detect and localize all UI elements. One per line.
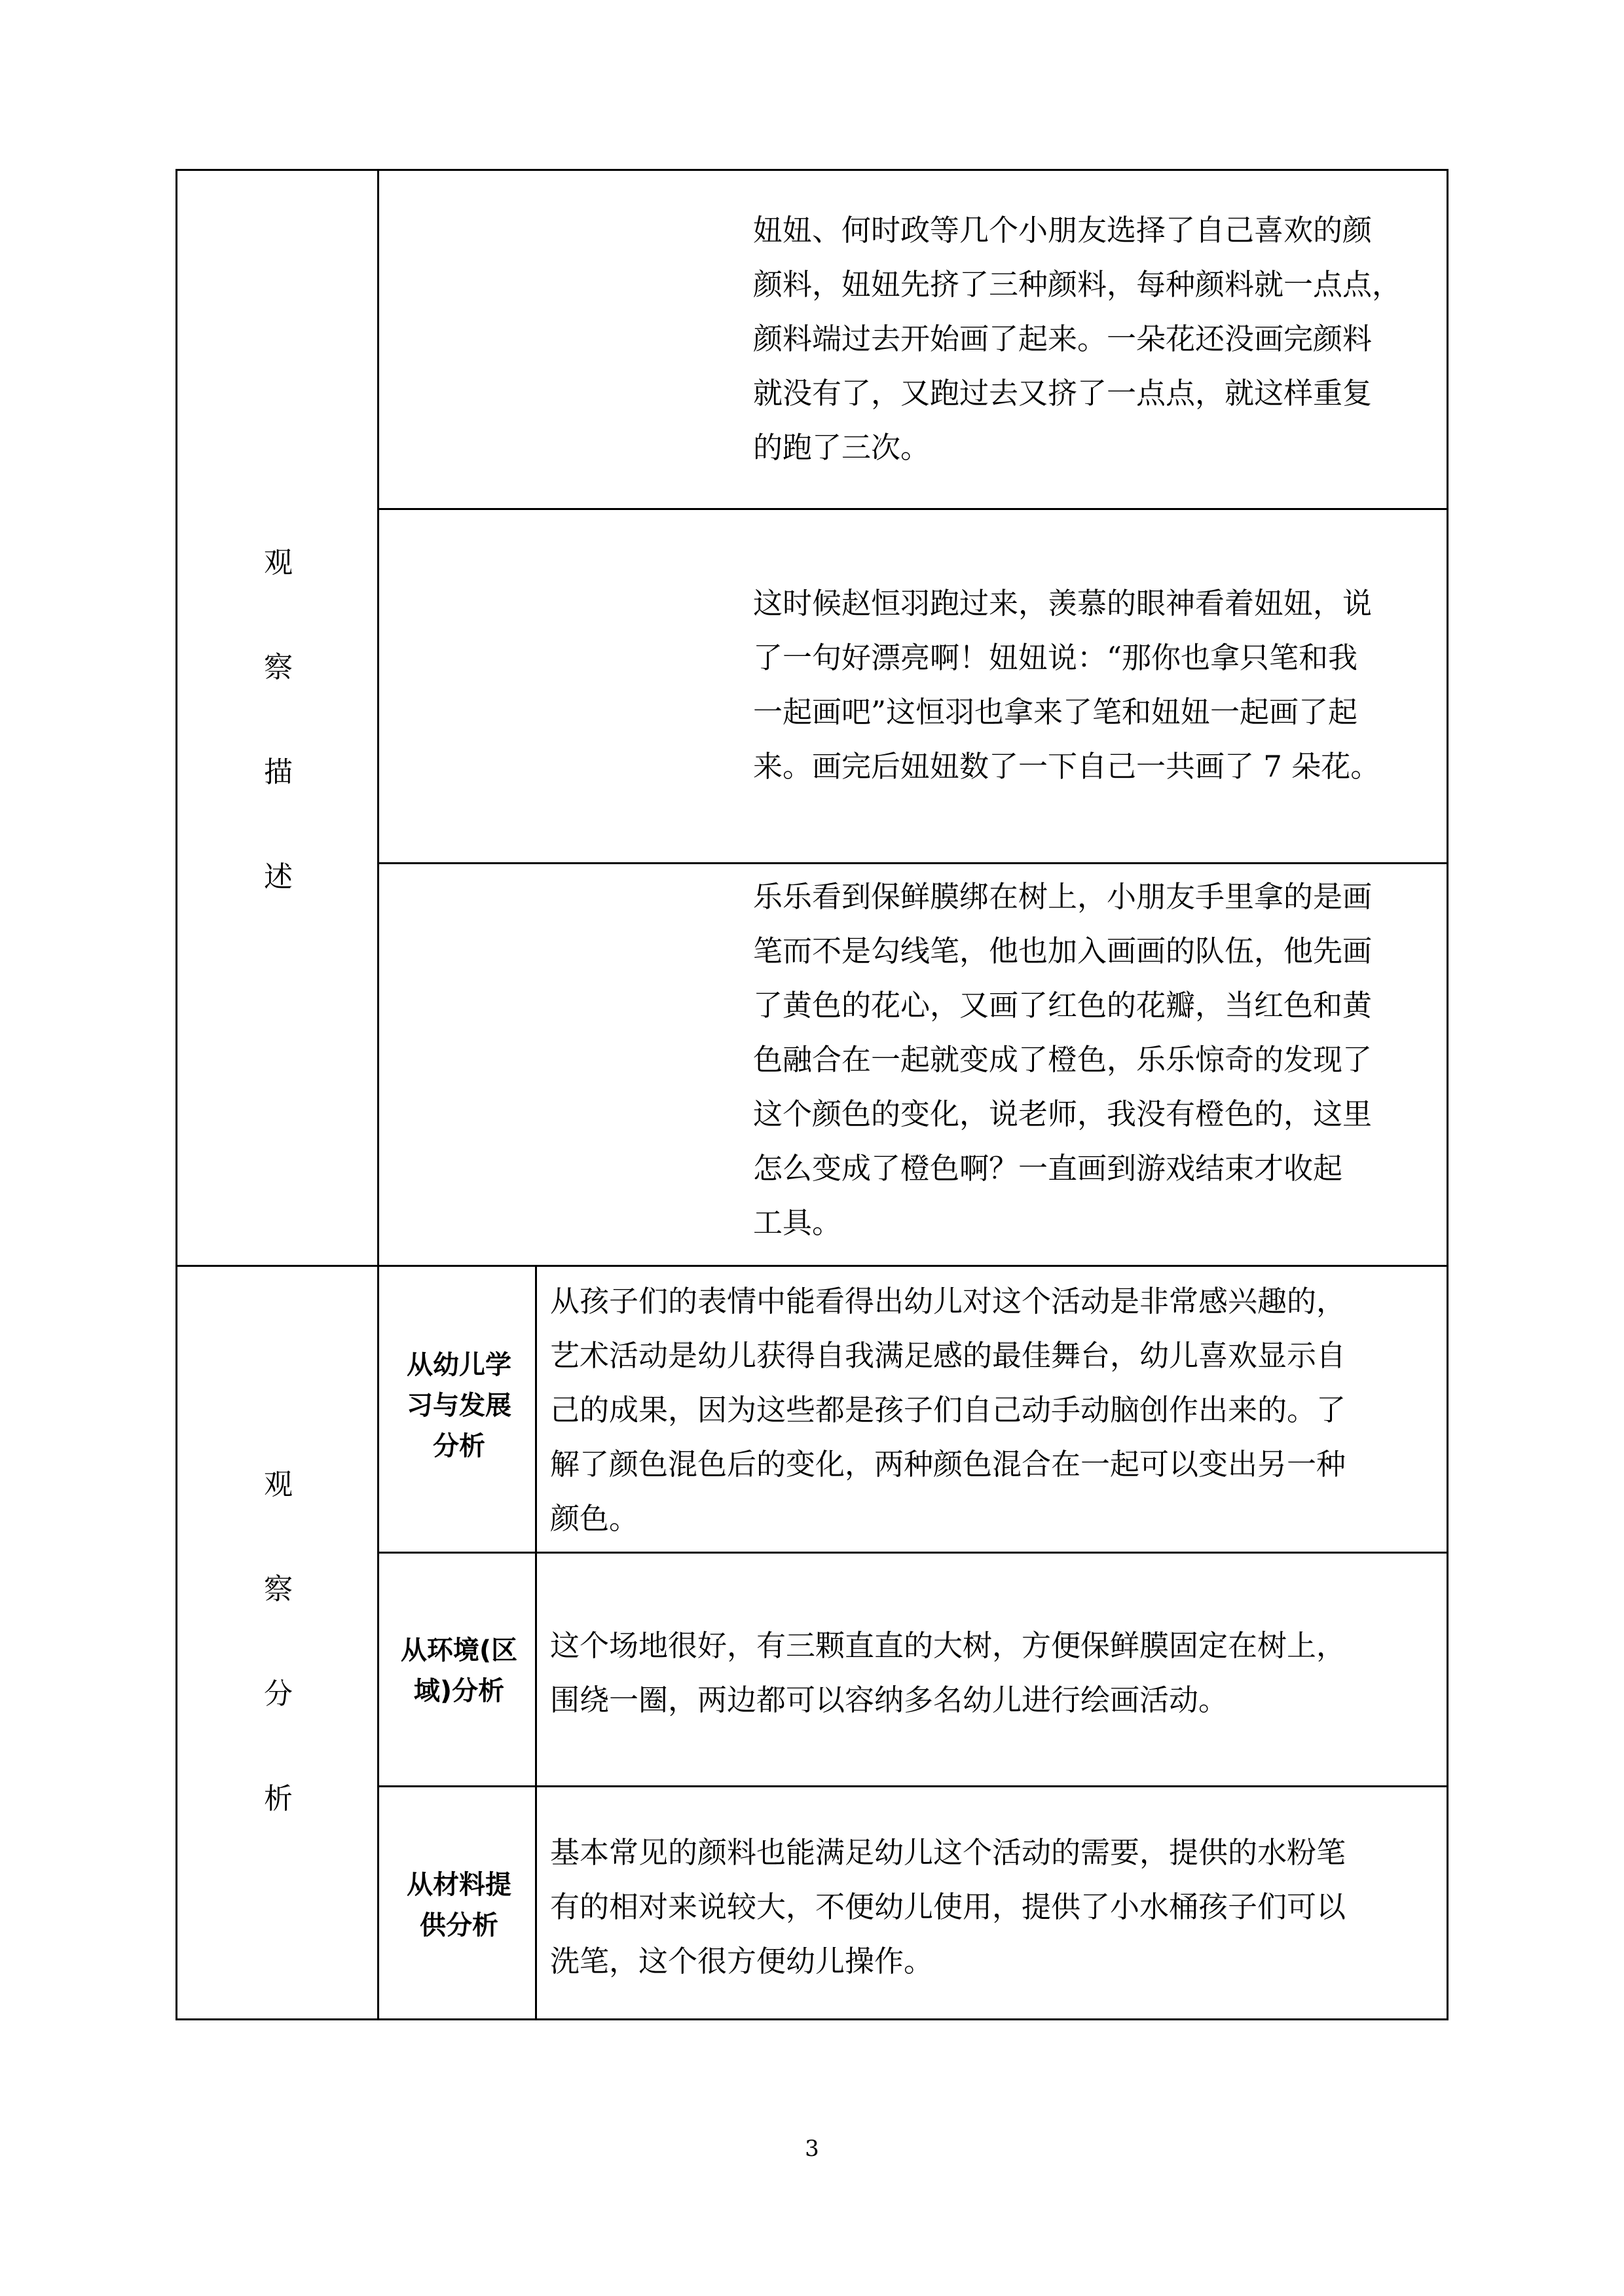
- sublabel-line: 分析: [433, 1431, 485, 1461]
- text-line: 来。画完后妞妞数了一下自己一共画了 7 朵花。: [753, 749, 1380, 784]
- table-top-border: [175, 169, 1449, 171]
- label-char: 析: [264, 1782, 293, 1815]
- text-line: 围绕一圈，两边都可以容纳多名幼儿进行绘画活动。: [550, 1683, 1228, 1717]
- analysis-row-divider-1: [377, 1552, 1449, 1554]
- label-char: 观: [264, 546, 293, 579]
- description-row-2-text: [753, 576, 1447, 793]
- label-char: 分: [264, 1677, 293, 1711]
- label-char: 述: [264, 860, 293, 894]
- analysis-row-1-text: [550, 1274, 1447, 1546]
- sublabel-line: 从幼儿学: [407, 1350, 511, 1380]
- analysis-sublabel-environment: [383, 1630, 535, 1711]
- sublabel-line: 域)分析: [413, 1676, 505, 1706]
- sublabel-column-divider: [535, 1265, 537, 2020]
- sublabel-line: 从环境(区: [400, 1635, 518, 1666]
- text-line: 颜色。: [550, 1501, 639, 1536]
- sublabel-line: 供分析: [420, 1910, 498, 1941]
- text-line: 了一句好漂亮啊！妞妞说：“那你也拿只笔和我: [753, 640, 1358, 675]
- description-row-divider-2: [377, 862, 1449, 864]
- page-number: 3: [805, 2136, 819, 2162]
- analysis-row-3-text: [550, 1825, 1447, 1988]
- analysis-row-divider-2: [377, 1785, 1449, 1787]
- text-line: 就没有了，又跑过去又挤了一点点，就这样重复: [753, 376, 1373, 410]
- text-line: 工具。: [753, 1205, 842, 1240]
- label-char: 观: [264, 1468, 293, 1501]
- text-line: 颜料，妞妞先挤了三种颜料，每种颜料就一点点，: [753, 267, 1402, 302]
- text-line: 从孩子们的表情中能看得出幼儿对这个活动是非常感兴趣的，: [550, 1284, 1346, 1319]
- text-line: 颜料端过去开始画了起来。一朵花还没画完颜料: [753, 321, 1373, 356]
- description-row-1-text: [753, 203, 1447, 475]
- text-line: 了黄色的花心，又画了红色的花瓣，当红色和黄: [753, 988, 1373, 1023]
- sublabel-line: 从材料提: [407, 1870, 511, 1900]
- text-line: 有的相对来说较大，不便幼儿使用，提供了小水桶孩子们可以: [550, 1889, 1346, 1924]
- observation-analysis-label: [177, 1432, 380, 1851]
- text-line: 解了颜色混色后的变化，两种颜色混合在一起可以变出另一种: [550, 1447, 1346, 1482]
- table-bottom-border: [175, 2018, 1449, 2020]
- text-line: 己的成果，因为这些都是孩子们自己动手动脑创作出来的。了: [550, 1393, 1346, 1427]
- text-line: 这个颜色的变化，说老师，我没有橙色的，这里: [753, 1097, 1373, 1131]
- text-line: 这个场地很好，有三颗直直的大树，方便保鲜膜固定在树上，: [550, 1628, 1346, 1663]
- sublabel-line: 习与发展: [407, 1391, 511, 1421]
- analysis-sublabel-development: [383, 1345, 535, 1467]
- text-line: 艺术活动是幼儿获得自我满足感的最佳舞台，幼儿喜欢显示自: [550, 1338, 1346, 1373]
- text-line: 怎么变成了橙色啊？一直画到游戏结束才收起: [753, 1151, 1343, 1186]
- text-line: 乐乐看到保鲜膜绑在树上，小朋友手里拿的是画: [753, 879, 1373, 914]
- analysis-row-2-text: [550, 1618, 1447, 1727]
- observation-description-label: [177, 511, 380, 930]
- text-line: 基本常见的颜料也能满足幼儿这个活动的需要，提供的水粉笔: [550, 1835, 1346, 1870]
- text-line: 的跑了三次。: [753, 430, 931, 465]
- description-row-3-text: [753, 869, 1447, 1250]
- text-line: 这时候赵恒羽跑过来，羡慕的眼神看着妞妞，说: [753, 586, 1373, 621]
- text-line: 笔而不是勾线笔，他也加入画画的队伍，他先画: [753, 934, 1373, 968]
- text-line: 一起画吧”这恒羽也拿来了笔和妞妞一起画了起: [753, 695, 1358, 729]
- text-line: 妞妞、何时政等几个小朋友选择了自己喜欢的颜: [753, 213, 1373, 247]
- text-line: 色融合在一起就变成了橙色，乐乐惊奇的发现了: [753, 1042, 1373, 1077]
- label-char: 描: [264, 756, 293, 789]
- label-char: 察: [264, 651, 293, 684]
- text-line: 洗笔，这个很方便幼儿操作。: [550, 1944, 934, 1978]
- section-divider: [175, 1265, 1449, 1267]
- description-row-divider-1: [377, 508, 1449, 510]
- analysis-sublabel-materials: [383, 1865, 535, 1946]
- label-char: 察: [264, 1573, 293, 1606]
